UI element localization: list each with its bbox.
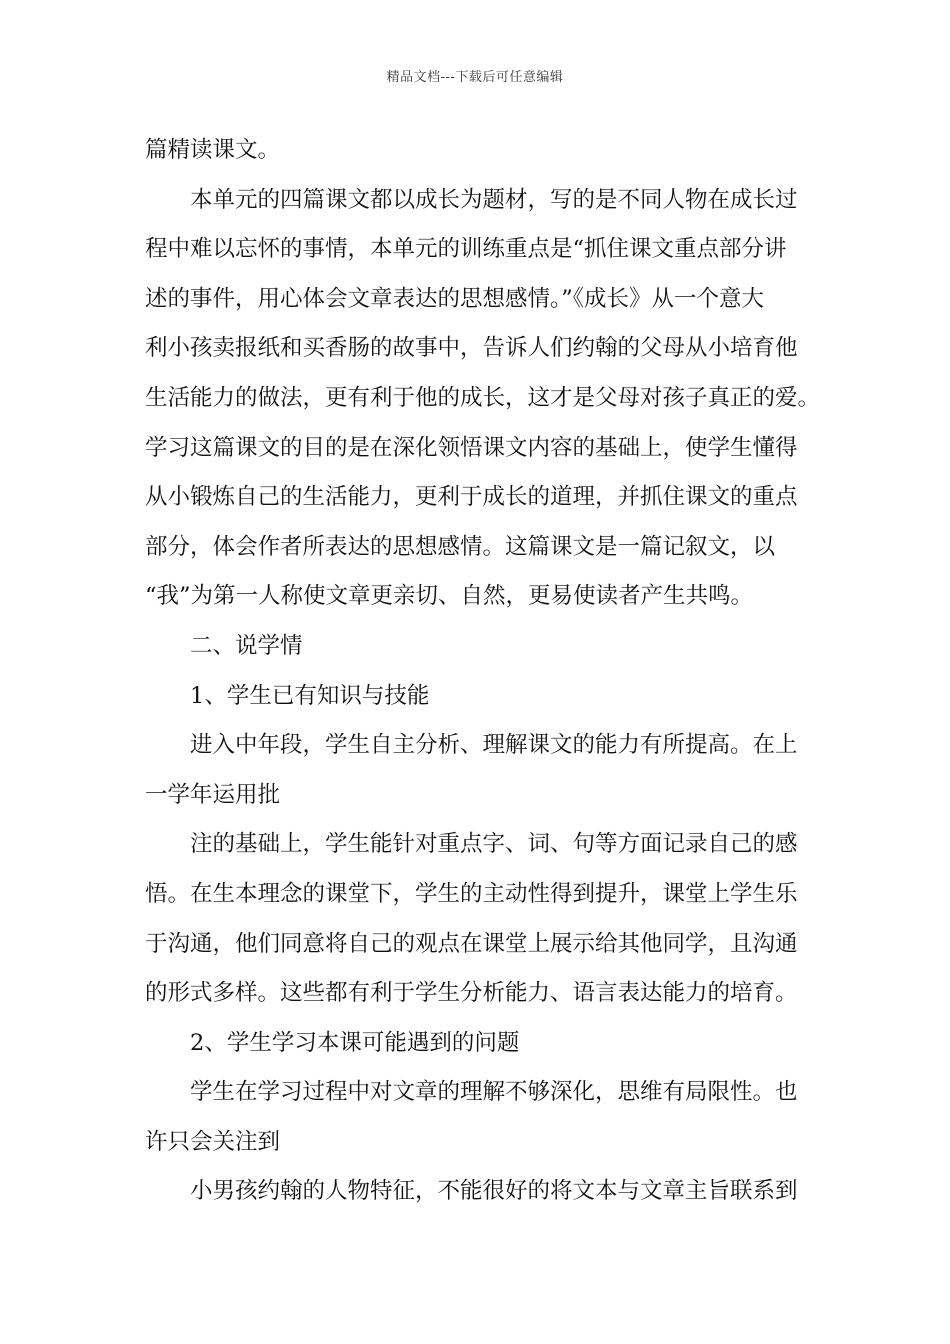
text-line: 部分，体会作者所表达的思想感情。这篇课文是一篇记叙文，以 [145,533,776,560]
text-line: 篇精读课文。 [145,137,281,163]
text-line: 进入中年段，学生自主分析、理解课文的能力有所提高。在上 [190,732,798,759]
text-line: 于沟通，他们同意将自己的观点在课堂上展示给其他同学，且沟通 [145,930,798,957]
text-line: 许只会关注到 [145,1128,281,1155]
text-line: 利小孩卖报纸和买香肠的故事中，告诉人们约翰的父母从小培育他 [145,335,798,362]
document-body [145,126,821,1217]
text-line: 二、说学情 [190,632,303,659]
text-line: 小男孩约翰的人物特征，不能很好的将文本与文章主旨联系到 [190,1178,798,1205]
text-line: 程中难以忘怀的事情，本单元的训练重点是“抓住课文重点部分讲 [145,236,787,263]
text-line: 述的事件，用心体会文章表达的思想感情。”《成长》从一个意大 [145,285,765,312]
text-line: 悟。在生本理念的课堂下，学生的主动性得到提升，课堂上学生乐 [145,880,798,907]
text-line: 注的基础上，学生能针对重点字、词、句等方面记录自己的感 [190,831,798,858]
page-header: 精品文档---下载后可任意编辑 [386,70,564,85]
text-line: 本单元的四篇课文都以成长为题材，写的是不同人物在成长过 [190,186,798,213]
text-line: 一学年运用批 [145,781,281,808]
text-line: 的形式多样。这些都有利于学生分析能力、语言表达能力的培育。 [145,980,798,1007]
text-line: 生活能力的做法，更有利于他的成长，这才是父母对孩子真正的爱。 [145,384,821,411]
text-line: 2、学生学习本课可能遇到的问题 [190,1029,520,1056]
text-line: 1、学生已有知识与技能 [190,682,430,709]
text-line: “我”为第一人称使文章更亲切、自然，更易使读者产生共鸣。 [145,583,754,610]
text-line: 从小锻炼自己的生活能力，更利于成长的道理，并抓住课文的重点 [145,484,798,511]
text-line: 学习这篇课文的目的是在深化领悟课文内容的基础上，使学生懂得 [145,434,798,461]
text-line: 学生在学习过程中对文章的理解不够深化，思维有局限性。也 [190,1079,798,1106]
